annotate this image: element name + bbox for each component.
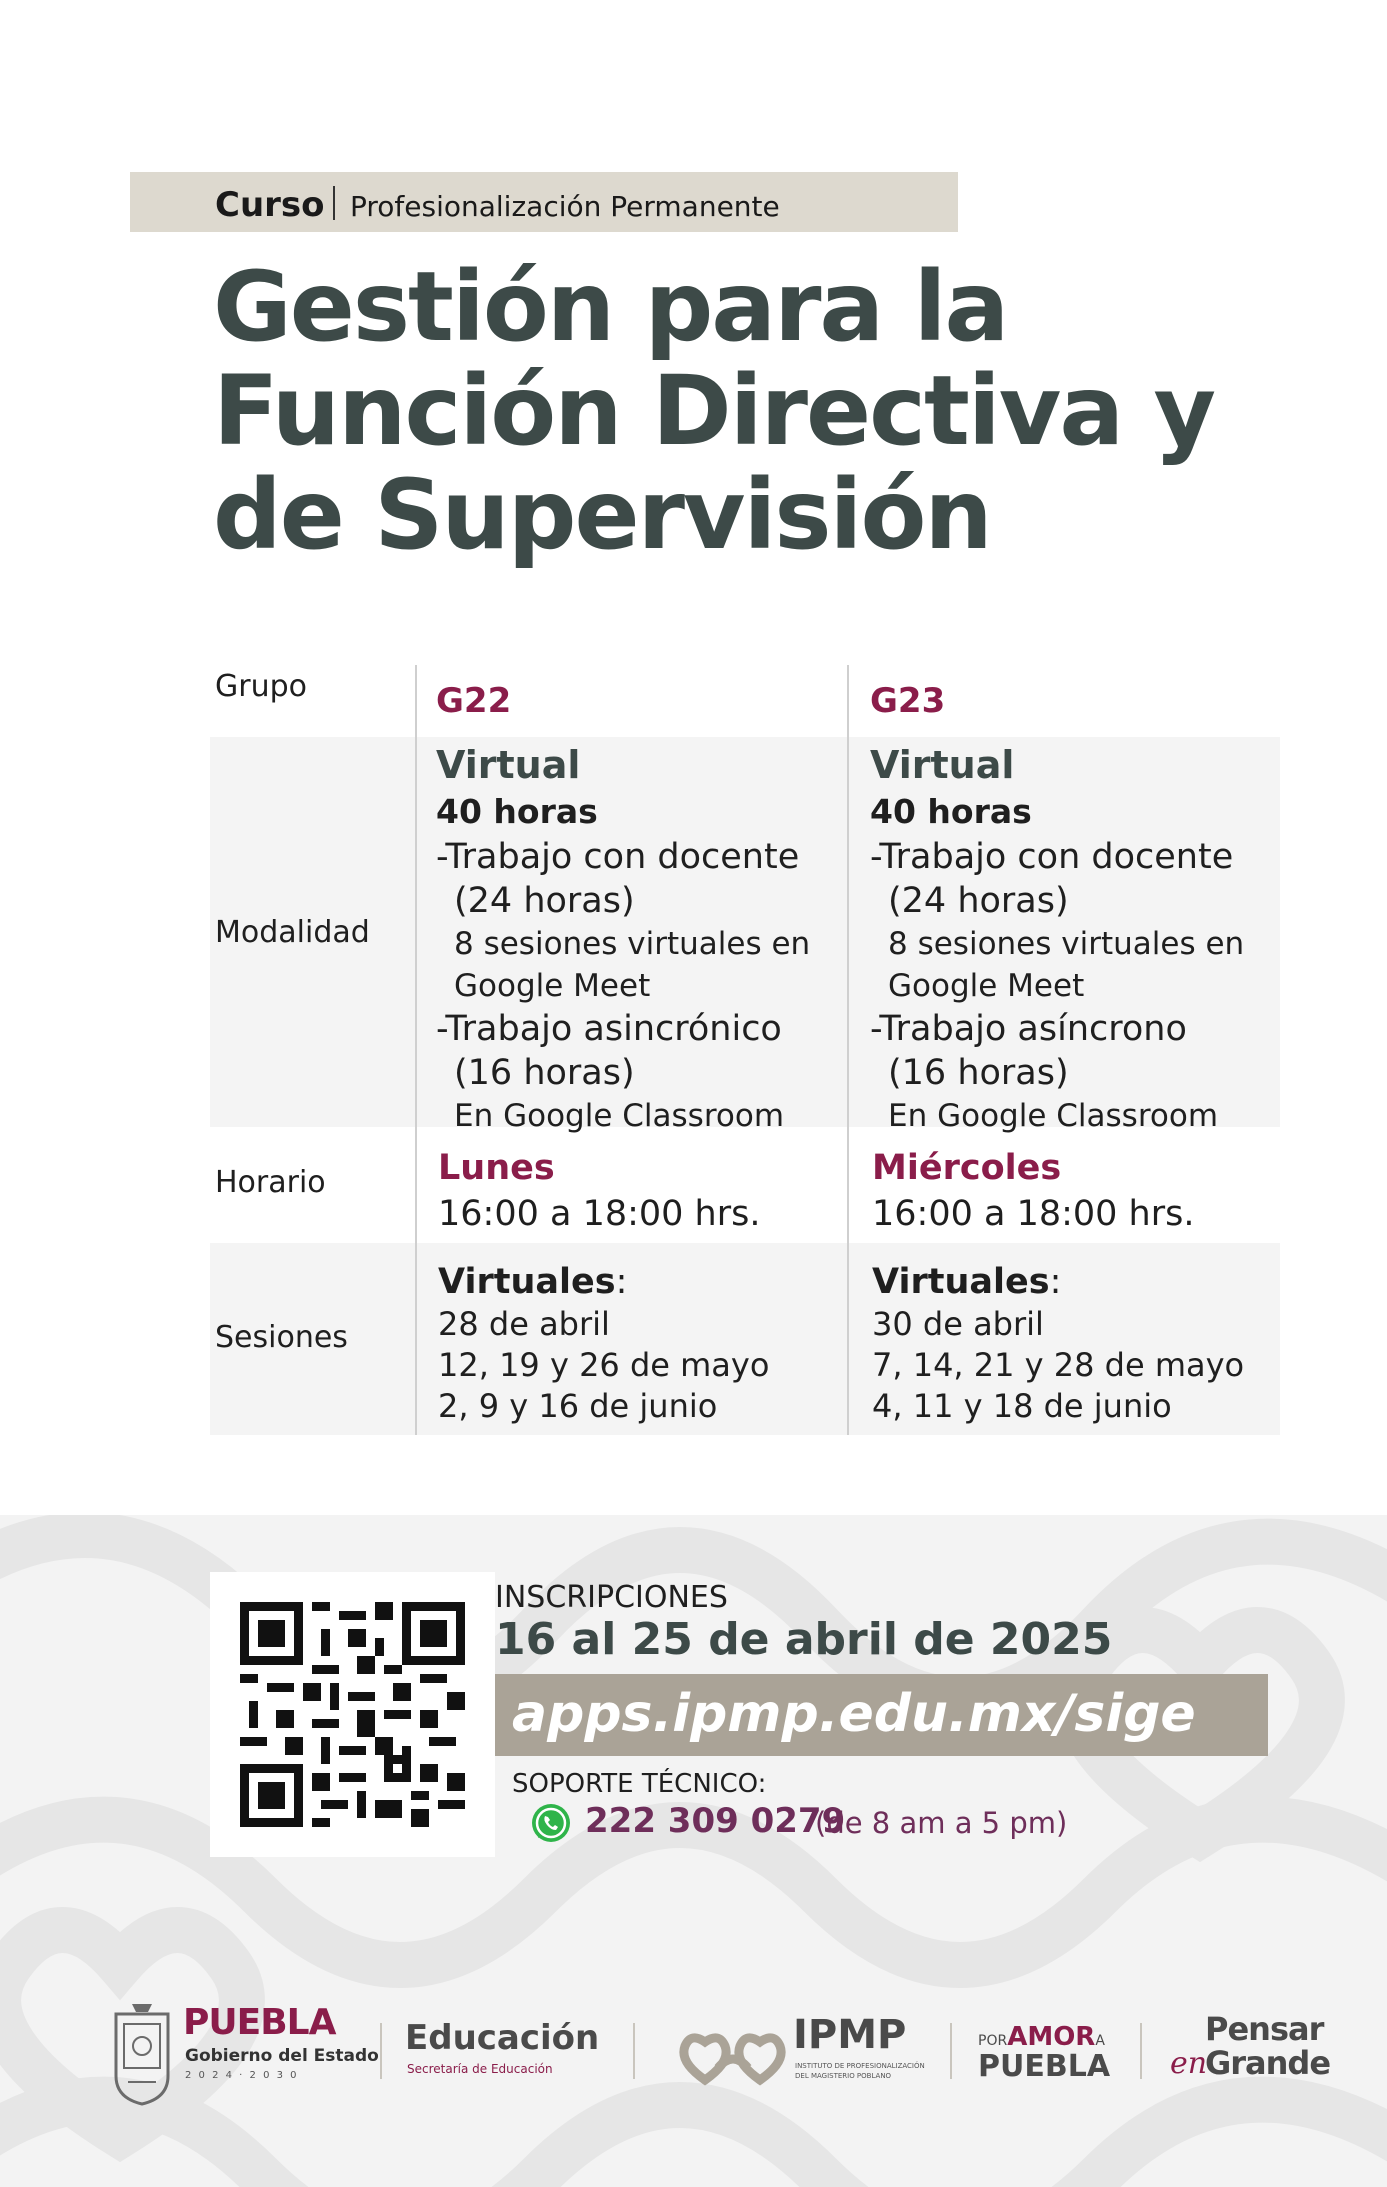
grande-text: Grande xyxy=(1205,2044,1331,2082)
educacion-logo-sub: Secretaría de Educación xyxy=(407,2062,553,2076)
sessions-head: Virtuales: xyxy=(438,1262,628,1302)
amor-a: A xyxy=(1095,2033,1105,2049)
async-work: -Trabajo asincrónico xyxy=(436,1009,782,1049)
teacher-sub: 8 sesiones virtuales en xyxy=(454,926,811,962)
label-horario: Horario xyxy=(215,1165,326,1200)
total-hours: 40 horas xyxy=(436,792,598,831)
mode: Virtual xyxy=(436,743,581,787)
ipmp-logo-sub: DEL MAGISTERIO POBLANO xyxy=(795,2072,892,2080)
amor-por: POR xyxy=(978,2033,1008,2049)
group-name: G23 xyxy=(870,681,946,721)
label-sesiones: Sesiones xyxy=(215,1320,348,1355)
support-hours: (de 8 am a 5 pm) xyxy=(815,1806,1068,1840)
async-hours: (16 horas) xyxy=(888,1053,1069,1093)
sessions-head-text: Virtuales xyxy=(438,1262,616,1302)
group-horario xyxy=(872,1145,1195,1237)
logo-divider xyxy=(380,2023,382,2079)
time: 16:00 a 18:00 hrs. xyxy=(872,1194,1195,1234)
amor-amor: AMOR xyxy=(1007,2022,1096,2052)
total-hours: 40 horas xyxy=(870,792,1032,831)
session-date: 7, 14, 21 y 28 de mayo xyxy=(872,1346,1245,1384)
title-line: Función Directiva y xyxy=(213,355,1215,467)
logo-row xyxy=(0,1990,1387,2120)
async-work: -Trabajo asíncrono xyxy=(870,1009,1187,1049)
puebla-logo-sub: Gobierno del Estado xyxy=(185,2046,379,2066)
pensar-text: Pensar xyxy=(1205,2010,1324,2048)
separator xyxy=(333,186,335,220)
logo-divider xyxy=(633,2023,635,2079)
course-tag: Curso xyxy=(215,185,325,225)
session-date: 30 de abril xyxy=(872,1305,1044,1343)
mode: Virtual xyxy=(870,743,1015,787)
teacher-sub: Google Meet xyxy=(888,968,1085,1004)
puebla-logo-text: PUEBLA xyxy=(183,2002,336,2043)
teacher-work: -Trabajo con docente xyxy=(870,837,1234,877)
async-sub: En Google Classroom xyxy=(454,1098,785,1134)
teacher-hours: (24 horas) xyxy=(454,881,635,921)
group-horario xyxy=(438,1145,761,1237)
whatsapp-icon xyxy=(530,1802,572,1844)
session-date: 28 de abril xyxy=(438,1305,610,1343)
registration-label: INSCRIPCIONES xyxy=(495,1580,728,1615)
async-hours: (16 horas) xyxy=(454,1053,635,1093)
amor-puebla: PUEBLA xyxy=(978,2049,1111,2084)
en-text: en xyxy=(1170,2046,1208,2081)
course-band xyxy=(130,172,958,232)
qr-code-box xyxy=(210,1572,495,1857)
time: 16:00 a 18:00 hrs. xyxy=(438,1194,761,1234)
day: Lunes xyxy=(438,1148,555,1188)
puebla-seal-icon xyxy=(110,2000,174,2108)
session-date: 4, 11 y 18 de junio xyxy=(872,1387,1172,1425)
session-date: 12, 19 y 26 de mayo xyxy=(438,1346,770,1384)
sessions-head-text: Virtuales xyxy=(872,1262,1050,1302)
registration-dates: 16 al 25 de abril de 2025 xyxy=(495,1614,1113,1665)
column-divider xyxy=(847,665,849,1435)
sessions-head: Virtuales: xyxy=(872,1262,1062,1302)
teacher-sub: 8 sesiones virtuales en xyxy=(888,926,1245,962)
page-title xyxy=(213,251,1263,571)
puebla-logo-years: 2 0 2 4 · 2 0 3 0 xyxy=(185,2070,299,2081)
educacion-logo-text: Educación xyxy=(405,2018,600,2058)
teacher-work: -Trabajo con docente xyxy=(436,837,800,877)
column-divider xyxy=(415,665,417,1435)
logo-divider xyxy=(950,2023,952,2079)
teacher-sub: Google Meet xyxy=(454,968,651,1004)
schedule-table xyxy=(210,665,1280,1435)
label-grupo: Grupo xyxy=(215,669,307,704)
async-sub: En Google Classroom xyxy=(888,1098,1219,1134)
qr-code[interactable] xyxy=(240,1602,465,1827)
logo-divider xyxy=(1140,2023,1142,2079)
ipmp-logo-sub: INSTITUTO DE PROFESIONALIZACIÓN xyxy=(795,2062,925,2070)
group-name: G22 xyxy=(436,681,512,721)
label-modalidad: Modalidad xyxy=(215,915,370,950)
group-modalidad xyxy=(436,741,810,1137)
group-modalidad xyxy=(870,741,1244,1137)
title-line: Gestión para la xyxy=(213,251,1008,363)
group-sesiones xyxy=(872,1260,1244,1427)
ipmp-heart-icon xyxy=(678,2028,788,2086)
group-sesiones xyxy=(438,1260,769,1427)
day: Miércoles xyxy=(872,1148,1062,1188)
support-phone[interactable]: 222 309 0279 xyxy=(585,1801,846,1841)
por-amor-logo xyxy=(978,2024,1110,2084)
session-date: 2, 9 y 16 de junio xyxy=(438,1387,718,1425)
registration-url[interactable]: apps.ipmp.edu.mx/sige xyxy=(512,1684,1196,1744)
ipmp-logo-text: IPMP xyxy=(793,2012,907,2058)
title-line: de Supervisión xyxy=(213,459,991,571)
support-label: SOPORTE TÉCNICO: xyxy=(512,1769,767,1799)
url-band xyxy=(495,1674,1268,1756)
teacher-hours: (24 horas) xyxy=(888,881,1069,921)
course-program: Profesionalización Permanente xyxy=(350,190,780,223)
